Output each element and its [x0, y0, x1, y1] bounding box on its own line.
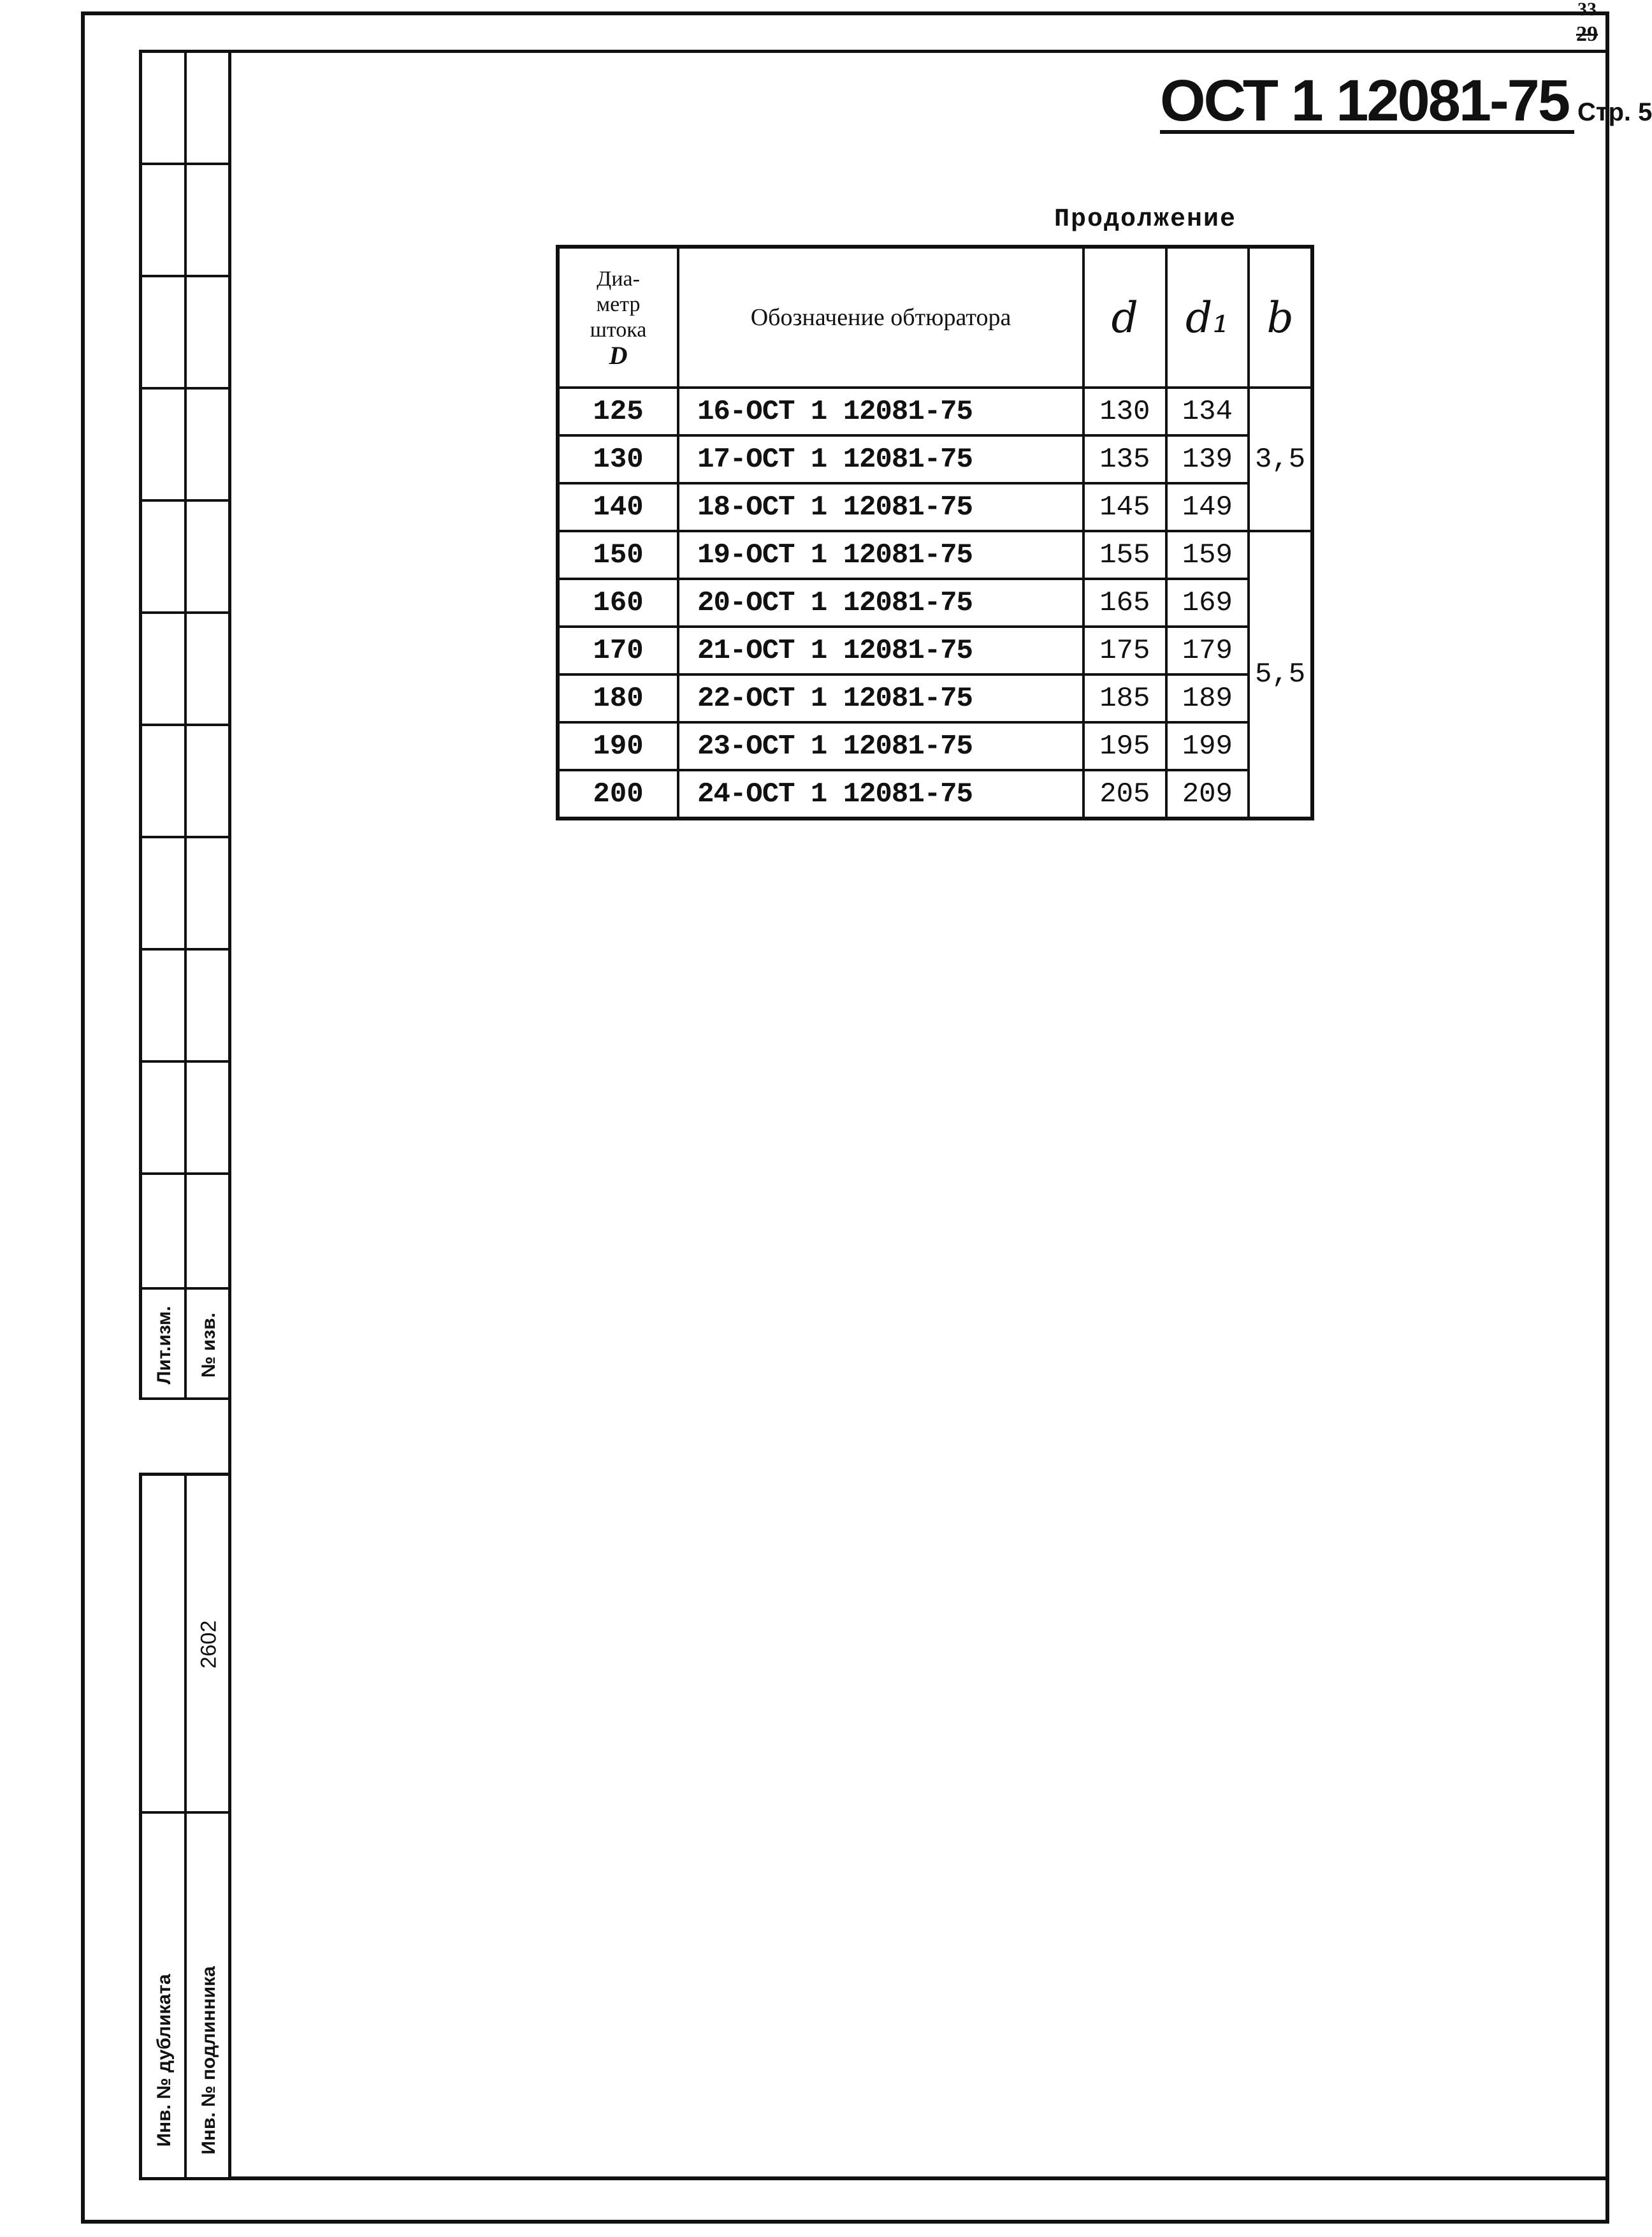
cell-designation: 17-ОСТ 1 12081-75: [678, 435, 1083, 483]
stamp-cell: [187, 726, 231, 838]
header-designation: Обозначение обтюратора: [678, 247, 1083, 388]
cell-diameter: 190: [558, 722, 678, 770]
page-number: Стр. 5: [1577, 98, 1652, 126]
stamp-cell: [142, 1476, 187, 1814]
stamp-cell: [187, 838, 231, 951]
stamp-cell: [187, 502, 231, 614]
stamp-cell: [142, 838, 187, 951]
header-d: d: [1083, 247, 1166, 388]
cell-d1: 199: [1166, 722, 1249, 770]
stamp-cell: [142, 502, 187, 614]
stamp-cell: [142, 951, 187, 1063]
document-code: ОСТ 1 12081-75: [1160, 68, 1569, 133]
table-row: [558, 388, 1312, 435]
stamp-cell: [187, 277, 231, 390]
header-b: b: [1249, 247, 1312, 388]
stamp-cell: [187, 390, 231, 502]
header-diameter-symbol: D: [609, 341, 628, 370]
cell-d1: 139: [1166, 435, 1249, 483]
table-row: [558, 579, 1312, 627]
corner-number-bottom: 29: [1576, 22, 1598, 46]
cell-d: 130: [1083, 388, 1166, 435]
cell-d1: 149: [1166, 483, 1249, 531]
header-d1: d₁: [1166, 247, 1249, 388]
table-row: [558, 627, 1312, 674]
inventory-stamp: [139, 1473, 231, 2180]
cell-diameter: 150: [558, 531, 678, 579]
cell-d: 175: [1083, 627, 1166, 674]
header-diameter-line: Диа-: [597, 267, 640, 291]
stamp-cell-lit-izm: [142, 1290, 187, 1400]
table-row: [558, 483, 1312, 531]
document-header: [1160, 68, 1652, 134]
cell-diameter: 200: [558, 770, 678, 819]
table-header-row: [558, 247, 1312, 388]
corner-number-top: 33: [1577, 0, 1597, 20]
cell-d1: 179: [1166, 627, 1249, 674]
cell-designation: 18-ОСТ 1 12081-75: [678, 483, 1083, 531]
cell-diameter: 140: [558, 483, 678, 531]
table-row: [558, 531, 1312, 579]
stamp-cell: [142, 277, 187, 390]
cell-d: 135: [1083, 435, 1166, 483]
table-row: [558, 722, 1312, 770]
cell-d: 205: [1083, 770, 1166, 819]
stamp-cell: [187, 1175, 231, 1290]
stamp-cell: [142, 53, 187, 165]
stamp-label-original: Инв. № подлинника: [198, 1966, 219, 2155]
cell-d: 155: [1083, 531, 1166, 579]
stamp-cell: [187, 53, 231, 165]
cell-d1: 189: [1166, 674, 1249, 722]
cell-d1: 134: [1166, 388, 1249, 435]
cell-b: 5,5: [1249, 531, 1312, 819]
cell-d: 165: [1083, 579, 1166, 627]
revision-stamp: [139, 50, 231, 1400]
cell-d: 185: [1083, 674, 1166, 722]
cell-designation: 19-ОСТ 1 12081-75: [678, 531, 1083, 579]
stamp-label-no-izv: № изв.: [198, 1313, 219, 1378]
stamp-cell: [142, 1063, 187, 1175]
stamp-cell-duplicate: [142, 1814, 187, 2177]
cell-diameter: 160: [558, 579, 678, 627]
stamp-cell: [142, 165, 187, 277]
cell-d: 195: [1083, 722, 1166, 770]
stamp-cell: [142, 390, 187, 502]
stamp-cell: [142, 726, 187, 838]
cell-designation: 23-ОСТ 1 12081-75: [678, 722, 1083, 770]
stamp-cell: [142, 1175, 187, 1290]
cell-diameter: 170: [558, 627, 678, 674]
cell-diameter: 130: [558, 435, 678, 483]
inventory-original-value: 2602: [196, 1620, 221, 1669]
stamp-label-lit-izm: Лит.изм.: [154, 1306, 175, 1385]
stamp-cell: [187, 165, 231, 277]
stamp-cell-original: [187, 1814, 231, 2177]
stamp-cell-no-izv: [187, 1290, 231, 1400]
table-row: [558, 674, 1312, 722]
cell-d1: 159: [1166, 531, 1249, 579]
cell-diameter: 125: [558, 388, 678, 435]
cell-b: 3,5: [1249, 388, 1312, 531]
cell-d1: 209: [1166, 770, 1249, 819]
cell-d1: 169: [1166, 579, 1249, 627]
cell-diameter: 180: [558, 674, 678, 722]
cell-d: 145: [1083, 483, 1166, 531]
stamp-cell: [142, 614, 187, 726]
obturator-table: [556, 245, 1314, 820]
header-diameter-line: метр: [596, 293, 641, 316]
table-row: [558, 435, 1312, 483]
stamp-cell-original-value: [187, 1476, 231, 1814]
cell-designation: 21-ОСТ 1 12081-75: [678, 627, 1083, 674]
stamp-cell: [187, 614, 231, 726]
cell-designation: 20-ОСТ 1 12081-75: [678, 579, 1083, 627]
header-diameter-line: штока: [590, 318, 647, 342]
table-row: [558, 770, 1312, 819]
cell-designation: 24-ОСТ 1 12081-75: [678, 770, 1083, 819]
stamp-label-duplicate: Инв. № дубликата: [154, 1974, 175, 2147]
cell-designation: 22-ОСТ 1 12081-75: [678, 674, 1083, 722]
stamp-cell: [187, 1063, 231, 1175]
header-diameter: [558, 247, 678, 388]
cell-designation: 16-ОСТ 1 12081-75: [678, 388, 1083, 435]
continuation-label: Продолжение: [1054, 205, 1236, 234]
stamp-cell: [187, 951, 231, 1063]
